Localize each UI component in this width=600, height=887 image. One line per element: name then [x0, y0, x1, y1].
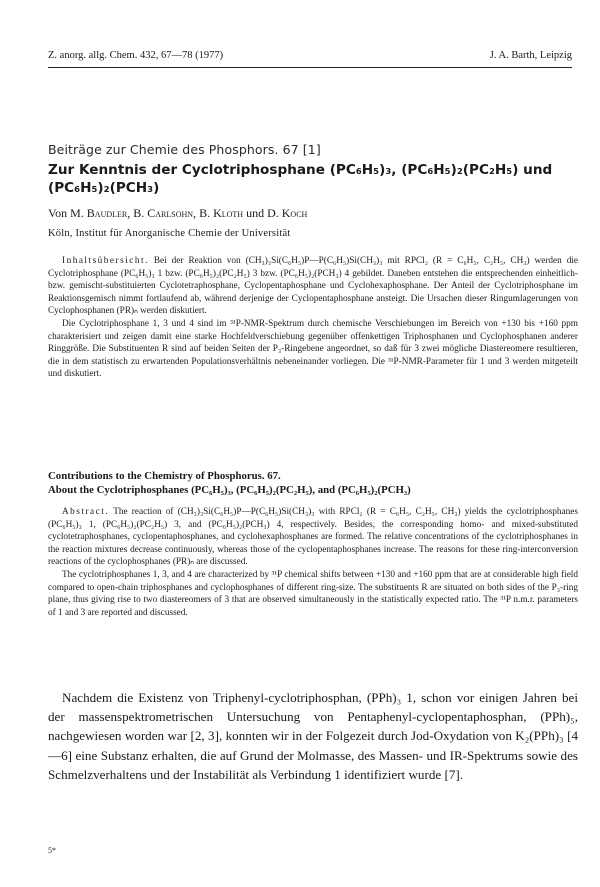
abstract-german: [48, 255, 578, 381]
author-name: Kloth: [213, 206, 244, 220]
english-title-line: About the Cyclotriphosphanes (PC₆H₅)₃, (PC₆H₅)₂(PC₂H₅), and (PC₆H₅)₂(PCH₃): [48, 484, 411, 496]
authors-separator: und D.: [243, 206, 282, 220]
abstract-paragraph: The cyclotriphosphanes 1, 3, and 4 are characterized by ³¹P chemical shifts between +130 and +160 ppm that are at considerable high field compared to open-chain triphosphanes and cyclophosphanes of different ring-size. The substituents R are situated on both sides of the P₃-ring plane, thus giving rise to two diastereomers of 3 that are observed simultaneously in the statistically expected ratio. The ³¹P n.m.r. parameters of 1 and 3 are reported and discussed.: [48, 569, 578, 618]
running-header: [48, 50, 572, 61]
body-paragraph: Nachdem die Existenz von Triphenyl-cyclotriphosphan, (PPh)₃ 1, schon vor einigen Jahren bei der massenspektrometrischen Untersuchung von Pentaphenyl-cyclopentaphosphan, (PPh)₅, nachgewiesen worden war [2, 3], konnten wir in der Folgezeit durch Jod-Oxydation von K₂(PPh)₃ [4—6] eine Substanz erhalten, die auf Grund der Molmasse, des Massen- und IR-Spektrums sowie des Schmelzverhaltens und der Instabilität als Verbindung 1 identifiziert wurde [7].: [48, 690, 578, 782]
author-name: Carlsohn: [147, 206, 194, 220]
author-line: [48, 206, 307, 221]
abstract-text: The reaction of (CH₃)₃Si(C₆H₅)P—P(C₆H₅)Si(CH₃)₃ with RPCl₂ (R = C₆H₅, C₂H₅, CH₃) yields the cyclotriphosphanes (PC₆H₅)₃ 1, (PC₆H₅)₂(PC₂H₅) 3, and (PC₆H₅)₂(PCH₃) 4, respectively. Besides, the corresponding homo- and mixed-substituted cyclotetraphosphanes, cyclopentaphosphanes, and cyclohexaphosphanes are formed. The relative concentrations of the cyclotriphosphanes in the reaction mixtures decrease continuously, whereas those of the cyclopentaphosphanes increase. The reasons for these ring-interconversion reactions of the cyclophosphanes (PR)ₙ are discussed.: [48, 507, 578, 568]
affiliation: Köln, Institut für Anorganische Chemie der Universität: [48, 228, 291, 239]
series-line: Beiträge zur Chemie des Phosphors. 67 [1]: [48, 142, 321, 157]
author-name: Koch: [281, 206, 308, 220]
abstract-paragraph: [48, 255, 578, 318]
authors-separator: , B.: [193, 206, 214, 220]
body-text: [48, 688, 578, 784]
publisher: J. A. Barth, Leipzig: [489, 50, 572, 61]
abstract-english: [48, 506, 578, 619]
abstract-heading: Inhaltsübersicht.: [62, 256, 149, 266]
article-title: Zur Kenntnis der Cyclotriphosphane (PC₆H₅)₃, (PC₆H₅)₂(PC₂H₅) und (PC₆H₅)₂(PCH₃): [48, 162, 553, 196]
signature-mark: 5*: [48, 846, 56, 855]
authors-separator: , B.: [127, 206, 148, 220]
abstract-paragraph: [48, 506, 578, 569]
english-title-line: Contributions to the Chemistry of Phosphorus. 67.: [48, 470, 281, 482]
english-title: [48, 469, 578, 497]
abstract-paragraph: Die Cyclotriphosphane 1, 3 und 4 sind im ³¹P-NMR-Spektrum durch chemische Verschiebungen im Bereich von +130 bis +160 ppm charakterisiert und zeigen damit eine starke Hochfeldverschiebung gegenüber offenkettigen Triphosphanen und Cyclophosphanen anderer Ringgröße. Die Substituenten R sind auf beiden Seiten der P₃-Ringebene angeordnet, so daß für 3 zwei mögliche Diastereomere resultieren, die in dem statistisch zu erwartenden Populationsverhältnis nebeneinander vorliegen. Die ³¹P-NMR-Parameter für 1 und 3 werden mitgeteilt und diskutiert.: [48, 318, 578, 380]
journal-citation: Z. anorg. allg. Chem. 432, 67—78 (1977): [48, 50, 224, 61]
header-rule: [48, 67, 572, 68]
authors-prefix: Von M.: [48, 206, 87, 220]
author-name: Baudler: [86, 206, 128, 220]
abstract-heading: Abstract.: [62, 507, 110, 517]
abstract-text: Bei der Reaktion von (CH₃)₃Si(C₆H₅)P—P(C₆H₅)Si(CH₃)₃ mit RPCl₂ (R = C₆H₅, C₂H₅, CH₃) werden die Cyclotriphosphane (PC₆H₅)₃ 1 bzw. (PC₆H₅)₂(PC₂H₅) 3 bzw. (PC₆H₅)₂(PCH₃) 4 gebildet. Daneben entstehen die entsprechenden einheitlich- bzw. gemischt-substituierten Cyclotetraphosphane, Cyclopentaphosphane und Cyclohexaphosphane. Der Anteil der Cyclotriphosphane im Reaktionsgemisch nimmt fortlaufend ab, während derjenige der Cyclopentaphosphane ansteigt. Die Ursachen dieser Ringumlagerungen von Cyclophosphanen (PR)ₙ werden diskutiert.: [48, 256, 579, 317]
